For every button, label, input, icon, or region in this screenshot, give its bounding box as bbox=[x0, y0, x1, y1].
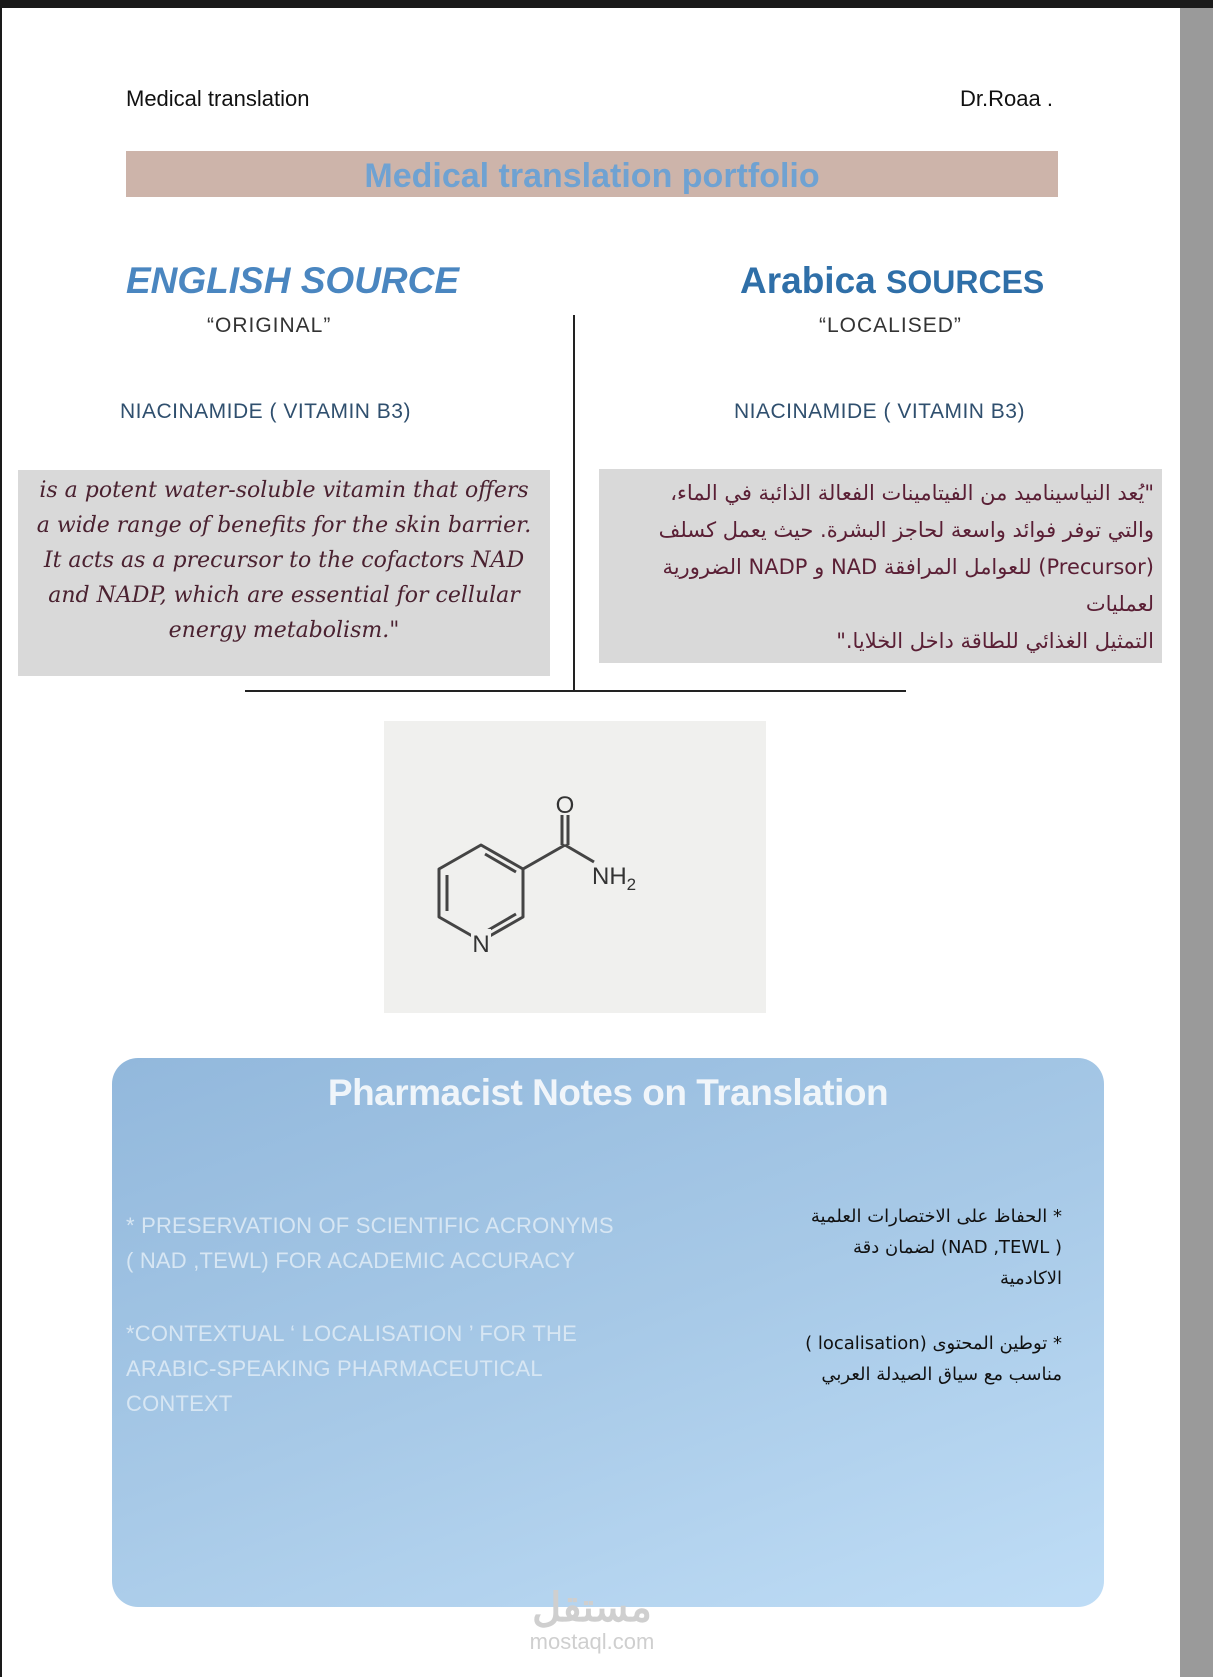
molecule-diagram bbox=[384, 721, 766, 1013]
arabic-line: التمثيل الغذائي للطاقة داخل الخلايا." bbox=[836, 629, 1154, 653]
arabic-term: NIACINAMIDE ( VITAMIN B3) bbox=[734, 400, 1025, 423]
carbonyl-carbon-bond bbox=[523, 845, 565, 869]
english-source-title: ENGLISH SOURCE bbox=[126, 260, 460, 301]
note-line: مناسب مع سياق الصيدلة العربي bbox=[821, 1364, 1062, 1385]
amine-label bbox=[592, 863, 636, 894]
arabic-source-title bbox=[740, 260, 1044, 302]
arabic-text-box bbox=[599, 469, 1162, 663]
english-term: NIACINAMIDE ( VITAMIN B3) bbox=[120, 400, 411, 423]
note-line: ( NAD ,TEWL) لضمان دقة bbox=[853, 1237, 1062, 1258]
page-edge-shadow bbox=[1180, 8, 1213, 1677]
amide-bond bbox=[565, 845, 594, 862]
english-line: It acts as a precursor to the cofactors NAD bbox=[43, 548, 525, 573]
column-divider-vertical bbox=[573, 315, 575, 692]
note-line: ARABIC-SPEAKING PHARMACEUTICAL bbox=[126, 1356, 543, 1381]
note-line: * PRESERVATION OF SCIENTIFIC ACRONYMS bbox=[126, 1213, 614, 1238]
note-line: CONTEXT bbox=[126, 1391, 233, 1416]
amine-subscript: 2 bbox=[626, 875, 637, 894]
header-left-text: Medical translation bbox=[126, 86, 310, 111]
english-line: is a potent water-soluble vitamin that offers bbox=[39, 478, 529, 503]
arabic-line: (Precursor) للعوامل المرافقة NAD و NADP الضرورية لعمليات bbox=[662, 555, 1154, 616]
note-line: ( NAD ,TEWL) FOR ACADEMIC ACCURACY bbox=[126, 1248, 576, 1273]
mostaql-watermark bbox=[492, 1586, 692, 1654]
document-page bbox=[2, 8, 1180, 1677]
arabic-title-rest: SOURCES bbox=[886, 264, 1045, 300]
oxygen-label: O bbox=[555, 792, 575, 819]
arabic-paragraph bbox=[599, 469, 1162, 666]
watermark-latin: mostaql.com bbox=[529, 1629, 655, 1654]
arabic-line: والتي توفر فوائد واسعة لحاجز البشرة. حيث يعمل كسلف bbox=[658, 518, 1154, 542]
note-line: * توطين المحتوى (localisation ) bbox=[805, 1333, 1062, 1354]
niacinamide-structure-image bbox=[384, 721, 766, 1013]
english-line: a wide range of benefits for the skin barrier. bbox=[36, 513, 532, 538]
arabic-line: "يُعد النياسيناميد من الفيتامينات الفعالة الذائبة في الماء، bbox=[670, 481, 1154, 505]
amine-nh: NH bbox=[592, 863, 627, 890]
english-subtitle: “ORIGINAL” bbox=[207, 314, 332, 337]
arabic-subtitle: “LOCALISED” bbox=[819, 314, 962, 337]
english-line: energy metabolism." bbox=[168, 618, 400, 643]
english-line: and NADP, which are essential for cellular bbox=[48, 583, 520, 608]
note-line: * الحفاظ على الاختصارات العلمية bbox=[810, 1206, 1062, 1227]
arabic-title-main: Arabica bbox=[740, 260, 876, 301]
pyridine-ring bbox=[439, 845, 523, 941]
english-text-box bbox=[18, 470, 550, 676]
title-banner bbox=[126, 151, 1058, 197]
pharmacist-notes-panel bbox=[112, 1058, 1104, 1607]
arabic-note-acronyms bbox=[702, 1201, 1062, 1294]
banner-title: Medical translation portfolio bbox=[364, 157, 820, 195]
watermark-arabic: مستقل bbox=[532, 1586, 652, 1630]
column-divider-horizontal bbox=[245, 690, 906, 692]
note-line: الاكادمية bbox=[999, 1268, 1062, 1289]
note-line: *CONTEXTUAL ‘ LOCALISATION ’ FOR THE bbox=[126, 1321, 577, 1346]
english-paragraph bbox=[18, 470, 550, 651]
nitrogen-label: N bbox=[472, 931, 490, 958]
notes-title: Pharmacist Notes on Translation bbox=[327, 1072, 889, 1113]
header-author: Dr.Roaa . bbox=[960, 86, 1053, 111]
english-note-localisation bbox=[126, 1316, 577, 1421]
arabic-note-localisation bbox=[702, 1328, 1062, 1390]
english-note-acronyms bbox=[126, 1208, 614, 1278]
